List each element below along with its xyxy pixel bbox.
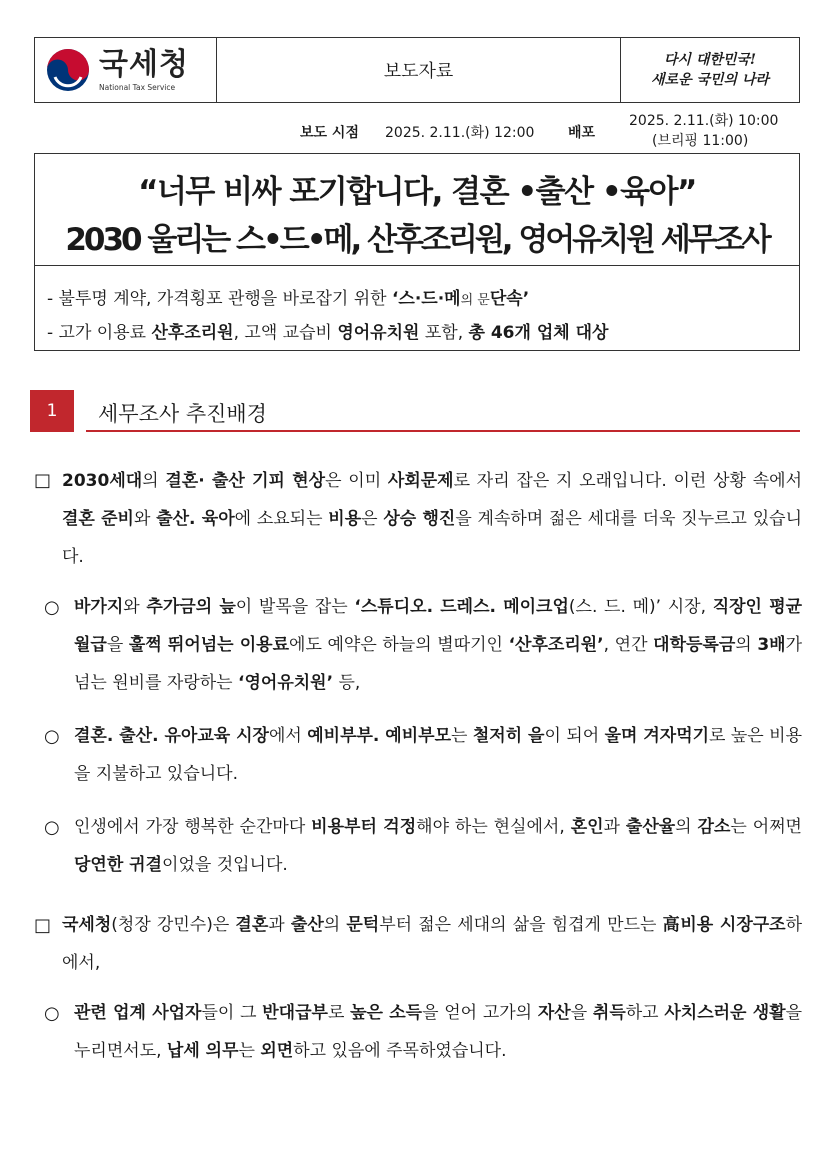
summary-line-2 [47,318,608,343]
body-text: 은 이미 [325,471,388,491]
circle-bullet: ○ [44,726,60,747]
body-text: 하고 [625,1003,665,1023]
body-text: 부터 젊은 세대의 삶을 힘겹게 만드는 [379,915,663,935]
emphasis-text: 예비부부. 예비부모 [307,726,451,746]
body-text: 의 [142,471,166,491]
summary-emphasis: 영어유치원 [337,323,420,343]
emphasis-text: 철저히 을 [472,726,545,746]
body-text: 해야 하는 현실에서, [416,817,571,837]
emphasis-text: 울며 겨자먹기 [604,726,710,746]
body-text: 하에서, [62,915,803,973]
header-box [34,37,800,103]
emphasis-text: 관련 업계 사업자 [74,1003,202,1023]
body-text: , 연간 [603,635,654,655]
emphasis-text: 외면 [260,1041,294,1061]
summary-emphasis: 산후조리원 [151,323,234,343]
emphasis-text: 혼인 [570,817,604,837]
emphasis-text: 대학등록금 [653,635,736,655]
body-text: 의 [675,817,698,837]
headline-box [34,153,800,266]
summary-emphasis: 총 46개 업체 대상 [468,323,609,343]
headline-line-1: “너무 비싸 포기합니다, 결혼 •출산 •육아” [138,174,696,210]
paragraph-1 [62,462,802,576]
emphasis-text: 출산 [290,915,324,935]
section-heading [30,390,800,432]
emphasis-text: 비용 [328,509,362,529]
summary-text: - 불투명 계약, 가격횡포 관행을 바로잡기 위한 [47,289,392,309]
release-time-value: 2025. 2.11.(화) 12:00 [385,125,535,141]
emphasis-text: 국세청 [62,915,112,935]
emphasis-text: 추가금의 늪 [146,597,236,617]
body-text: 로 높은 비용을 지불하고 있습니다. [74,726,802,784]
logo-area [35,38,217,102]
slogan [621,38,799,102]
emphasis-text: 바가지 [74,597,124,617]
emphasis-text: 당연한 귀결 [74,855,163,875]
circle-bullet: ○ [44,597,60,618]
emphasis-text: 결혼. 출산. 유아교육 시장 [74,726,269,746]
distribution-label: 배포 [568,125,596,141]
summary-text: 의 문 [460,293,490,308]
summary-line-1 [47,284,529,309]
body-text: 로 자리 잡은 지 오래입니다. 이런 상황 속에서 [453,471,803,491]
taegeuk-emblem-icon [45,47,91,93]
emphasis-text: 결혼 [235,915,269,935]
summary-box [34,266,800,351]
body-text: 들이 그 [201,1003,263,1023]
body-text: (스. 드. 메)’ 시장, [568,597,713,617]
emphasis-text: 높은 소득 [350,1003,423,1023]
emphasis-text: 직장인 평균 월급 [74,597,803,655]
body-text: 인생에서 가장 행복한 순간마다 [74,817,312,837]
circle-bullet: ○ [44,1003,60,1024]
summary-emphasis: 단속’ [489,289,530,309]
logo-english-name: National Tax Service [99,82,176,92]
emphasis-text: 문턱 [346,915,380,935]
body-text: 와 [123,597,147,617]
headline-line-2: 2030 울리는 스•드•메, 산후조리원, 영어유치원 세무조사 [65,222,769,258]
body-text: 의 [735,635,758,655]
emphasis-text: 3배 [757,635,786,655]
emphasis-text: 사치스러운 생활 [664,1003,786,1023]
briefing-time: (브리핑 11:00) [652,133,749,149]
emphasis-text: 반대급부 [262,1003,328,1023]
body-text: 과 [268,915,291,935]
summary-text: 포함, [419,323,469,343]
emphasis-text: 훌쩍 뛰어넘는 이용료 [128,635,290,655]
section-number: 1 [30,390,74,432]
distribution-value: 2025. 2.11.(화) 10:00 [629,113,779,129]
body-text: 에도 예약은 하늘의 별따기인 [289,635,509,655]
emphasis-text: ‘스튜디오. 드레스. 메이크업 [354,597,569,617]
emphasis-text: 출산율 [625,817,676,837]
body-text: 이었을 것입니다. [162,855,288,875]
paragraph-2 [74,588,802,702]
body-text: 을 얻어 고가의 [422,1003,538,1023]
paragraph-6 [74,994,802,1070]
body-text: 는 [238,1041,261,1061]
body-text: 는 어쩌면 [730,817,802,837]
emphasis-text: 납세 의무 [166,1041,239,1061]
body-text: 에서 [268,726,308,746]
emphasis-text: 결혼· 출산 기피 현상 [165,471,326,491]
emphasis-text: 高비용 시장구조 [662,915,786,935]
emphasis-text: 출산. 육아 [156,509,235,529]
body-text: 의 [323,915,347,935]
body-text: 에 소요되는 [234,509,329,529]
body-text: 이 되어 [544,726,605,746]
body-text: 은 [361,509,384,529]
body-text: 이 발목을 잡는 [235,597,355,617]
emphasis-text: 사회문제 [387,471,454,491]
paragraph-3 [74,717,802,793]
paragraph-4 [74,808,802,884]
summary-text: , 고액 교습비 [233,323,338,343]
body-text: 로 [327,1003,351,1023]
body-text: 가 넘는 원비를 자랑하는 [74,635,803,693]
body-text: 하고 있음에 주목하였습니다. [293,1041,507,1061]
emphasis-text: 감소 [697,817,731,837]
circle-bullet: ○ [44,817,60,838]
square-bullet: □ [34,470,52,491]
square-bullet: □ [34,915,52,936]
body-text: 을 누리면서도, [74,1003,802,1061]
emphasis-text: ‘산후조리원’ [508,635,604,655]
emphasis-text: 결혼 준비 [62,509,134,529]
emphasis-text: 자산 [537,1003,571,1023]
emphasis-text: 취득 [592,1003,626,1023]
logo-name: 국세청 [99,46,189,82]
emphasis-text: 상승 행진 [383,509,456,529]
section-title: 세무조사 추진배경 [98,402,267,426]
summary-emphasis: ‘스·드·메 [391,289,461,309]
body-text: 을 [570,1003,593,1023]
paragraph-5 [62,906,802,982]
summary-text: - 고가 이용료 [47,323,152,343]
body-text: 과 [603,817,626,837]
emphasis-text: 비용부터 걱정 [311,817,417,837]
body-text: 와 [133,509,157,529]
body-text: 을 [106,635,129,655]
slogan-line-2: 새로운 국민의 나라 [651,72,769,88]
release-time-label: 보도 시점 [300,125,359,141]
body-text: 등, [333,673,361,693]
body-text: 을 계속하며 젊은 세대를 더욱 짓누르고 있습니다. [62,509,803,567]
section-underline [86,430,800,432]
emphasis-text: 2030세대 [62,471,143,491]
body-text: 는 [451,726,473,746]
release-info [0,110,835,152]
press-release-title: 보도자료 [217,38,621,102]
body-text: (청장 강민수)은 [111,915,236,935]
emphasis-text: ‘영어유치원’ [238,673,334,693]
slogan-line-1: 다시 대한민국! [663,52,757,68]
